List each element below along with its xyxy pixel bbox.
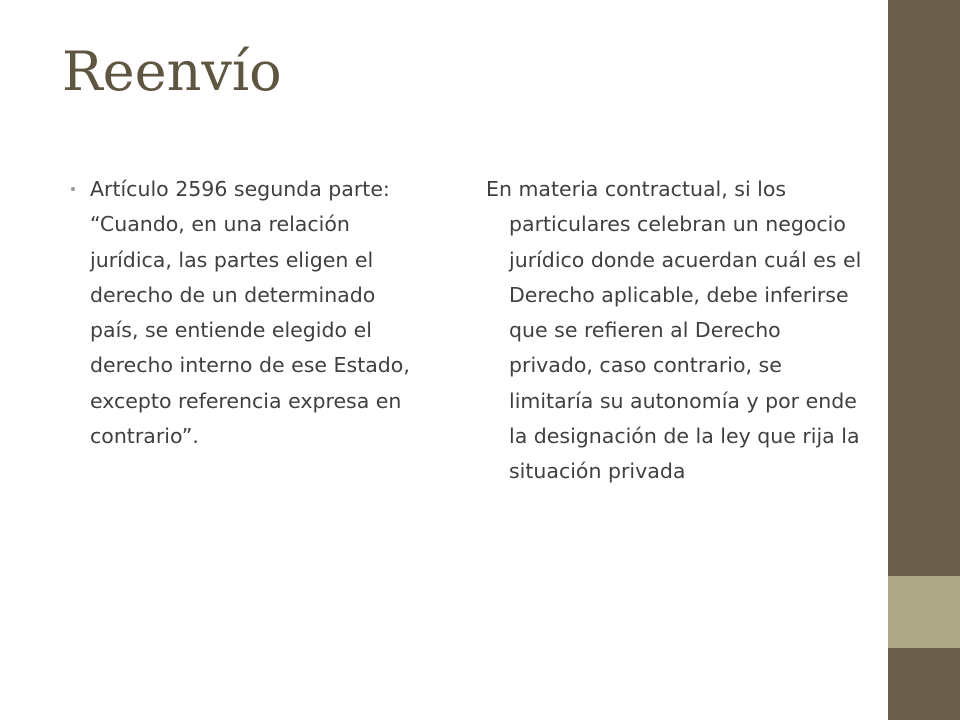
- decorative-band-bottom: [888, 648, 960, 720]
- slide-title: Reenvío: [62, 40, 282, 103]
- decorative-band-top: [888, 0, 960, 576]
- decorative-band-middle: [888, 576, 960, 648]
- left-column-text: Artículo 2596 segunda parte: “Cuando, en una relación jurídica, las partes eligen el derecho de un determinado país, se entiende elegido el derecho interno de ese Estado, excepto referencia expresa en contrario”.: [90, 177, 410, 449]
- right-column: [486, 172, 868, 490]
- left-column: [90, 172, 430, 454]
- bullet-dot-icon: [71, 187, 75, 191]
- right-column-text: En materia contractual, si los particulares celebran un negocio jurídico donde acuerdan cuál es el Derecho aplicable, debe inferirse que se refieren al Derecho privado, caso contrario, se limitaría su autonomía y por ende la designación de la ley que rija la situación privada: [486, 177, 862, 484]
